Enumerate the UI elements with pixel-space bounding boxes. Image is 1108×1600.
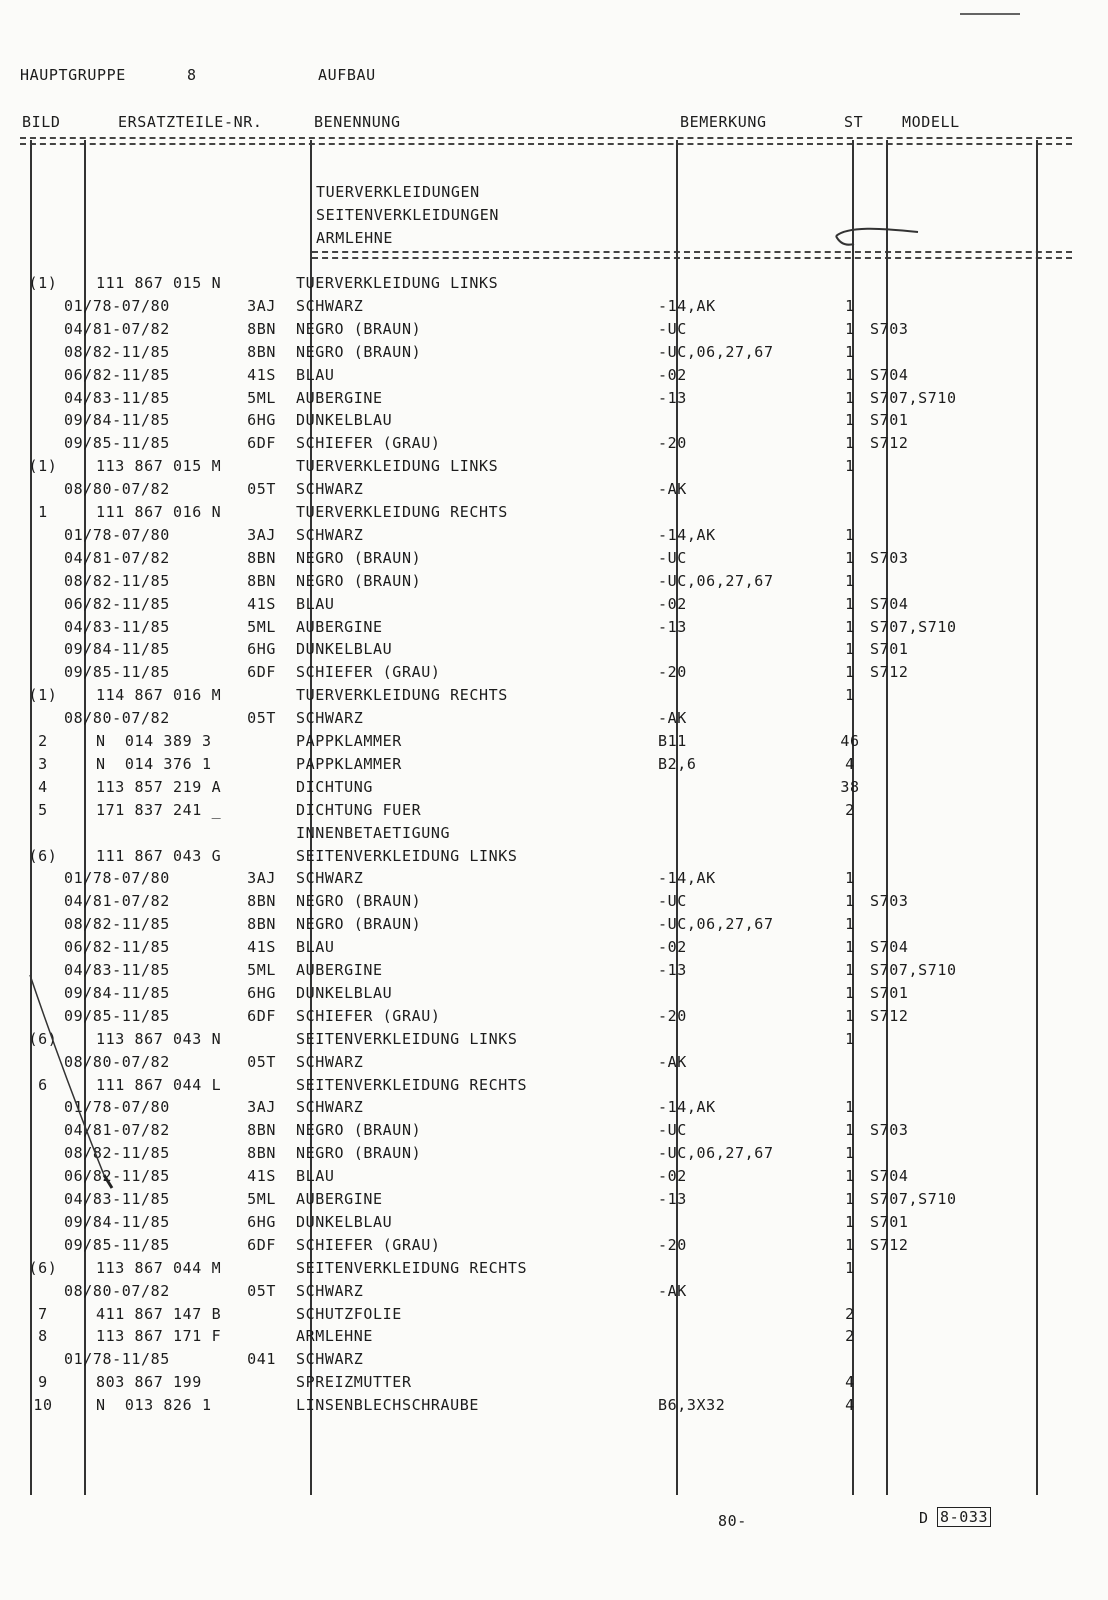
name-cell: INNENBETAETIGUNG: [296, 823, 451, 842]
date-range-cell: 04/83-11/85: [64, 1190, 170, 1208]
color-code-cell: 8BN: [247, 548, 276, 567]
model-cell: S704: [870, 365, 909, 384]
remark-cell: B2,6: [658, 754, 697, 773]
remark-cell: -14,AK: [658, 525, 716, 544]
name-cell: SCHIEFER (GRAU): [296, 1006, 441, 1025]
bild-cell: 9: [38, 1373, 48, 1392]
model-cell: S707,S710: [870, 388, 957, 407]
name-cell: DUNKELBLAU: [296, 983, 393, 1002]
date-range-cell: 09/85-11/85: [64, 663, 170, 682]
remark-cell: -20: [658, 1235, 687, 1254]
qty-cell: 2: [845, 800, 855, 819]
remark-cell: -AK: [658, 1281, 687, 1300]
name-cell: NEGRO (BRAUN): [296, 342, 422, 361]
name-cell: BLAU: [296, 594, 335, 613]
qty-cell: 1: [845, 1258, 855, 1277]
part-number-cell: N 014 376 1: [96, 754, 212, 773]
date-range-cell: 04/83-11/85: [64, 961, 170, 979]
qty-cell: 1: [845, 915, 855, 934]
name-cell: NEGRO (BRAUN): [296, 1121, 422, 1140]
remark-cell: -13: [658, 617, 687, 636]
date-range-cell: 08/82-11/85: [64, 571, 170, 590]
color-code-cell: 05T: [247, 1281, 276, 1300]
remark-cell: -13: [658, 961, 687, 979]
qty-cell: 1: [845, 938, 855, 957]
remark-cell: -20: [658, 434, 687, 453]
color-code-cell: 8BN: [247, 342, 276, 361]
section-title-2: SEITENVERKLEIDUNGEN: [316, 206, 499, 224]
remark-cell: -UC: [658, 548, 687, 567]
name-cell: PAPPKLAMMER: [296, 732, 402, 750]
model-cell: S701: [870, 1212, 909, 1231]
date-range-cell: 04/83-11/85: [64, 388, 170, 407]
name-cell: SCHWARZ: [296, 1350, 364, 1369]
bild-cell: 7: [38, 1304, 48, 1323]
remark-cell: -02: [658, 594, 687, 613]
qty-cell: 1: [845, 640, 855, 659]
date-range-cell: 01/78-07/80: [64, 1098, 170, 1117]
qty-cell: 1: [845, 892, 855, 911]
name-cell: DICHTUNG FUER: [296, 800, 422, 819]
remark-cell: -14,AK: [658, 869, 716, 888]
part-number-cell: 411 867 147 B: [96, 1304, 222, 1323]
date-range-cell: 06/82-11/85: [64, 365, 170, 384]
color-code-cell: 5ML: [247, 388, 276, 407]
qty-cell: 1: [845, 1190, 855, 1208]
qty-cell: 1: [845, 1144, 855, 1163]
qty-cell: 1: [845, 342, 855, 361]
date-range-cell: 09/84-11/85: [64, 411, 170, 430]
page-reference: 8-033: [937, 1507, 991, 1527]
group-number: 8: [187, 66, 197, 84]
color-code-cell: 8BN: [247, 915, 276, 934]
model-cell: S701: [870, 411, 909, 430]
remark-cell: -02: [658, 1167, 687, 1186]
part-number-cell: N 013 826 1: [96, 1396, 212, 1415]
name-cell: SCHWARZ: [296, 525, 364, 544]
color-code-cell: 6HG: [247, 640, 276, 659]
remark-cell: -UC: [658, 1121, 687, 1140]
date-range-cell: 06/82-11/85: [64, 1167, 170, 1186]
bild-cell: 10: [33, 1396, 53, 1415]
name-cell: NEGRO (BRAUN): [296, 319, 422, 338]
part-number-cell: 114 867 016 M: [96, 686, 222, 705]
qty-cell: 1: [845, 686, 855, 705]
color-code-cell: 41S: [247, 1167, 276, 1186]
name-cell: DICHTUNG: [296, 777, 374, 796]
qty-cell: 2: [845, 1327, 855, 1346]
part-number-cell: 113 867 171 F: [96, 1327, 222, 1346]
remark-cell: -02: [658, 365, 687, 384]
date-range-cell: 08/82-11/85: [64, 1144, 170, 1163]
name-cell: SCHIEFER (GRAU): [296, 1235, 441, 1254]
qty-cell: 1: [845, 961, 855, 979]
color-code-cell: 6DF: [247, 1235, 276, 1254]
bild-cell: 1: [38, 503, 48, 521]
date-range-cell: 01/78-07/80: [64, 296, 170, 315]
color-code-cell: 6DF: [247, 663, 276, 682]
qty-cell: 1: [845, 319, 855, 338]
model-cell: S704: [870, 594, 909, 613]
remark-cell: -UC,06,27,67: [658, 571, 774, 590]
qty-cell: 1: [845, 594, 855, 613]
date-range-cell: 09/84-11/85: [64, 640, 170, 659]
date-range-cell: 01/78-07/80: [64, 869, 170, 888]
color-code-cell: 3AJ: [247, 1098, 276, 1117]
color-code-cell: 5ML: [247, 961, 276, 979]
bild-cell: 3: [38, 754, 48, 773]
date-range-cell: 09/84-11/85: [64, 1212, 170, 1231]
date-range-cell: 08/80-07/82: [64, 1281, 170, 1300]
qty-cell: 1: [845, 1235, 855, 1254]
color-code-cell: 05T: [247, 480, 276, 499]
color-code-cell: 41S: [247, 365, 276, 384]
date-range-cell: 04/81-07/82: [64, 319, 170, 338]
remark-cell: -AK: [658, 709, 687, 728]
color-code-cell: 5ML: [247, 1190, 276, 1208]
model-cell: S707,S710: [870, 617, 957, 636]
part-number-cell: 113 867 015 M: [96, 457, 222, 476]
color-code-cell: 6HG: [247, 411, 276, 430]
remark-cell: -UC,06,27,67: [658, 1144, 774, 1163]
name-cell: SEITENVERKLEIDUNG RECHTS: [296, 1075, 528, 1094]
color-code-cell: 41S: [247, 938, 276, 957]
model-cell: S707,S710: [870, 1190, 957, 1208]
date-range-cell: 08/80-07/82: [64, 1052, 170, 1071]
qty-cell: 4: [845, 1373, 855, 1392]
name-cell: AUBERGINE: [296, 617, 383, 636]
date-range-cell: 09/85-11/85: [64, 1006, 170, 1025]
date-range-cell: 04/83-11/85: [64, 617, 170, 636]
name-cell: NEGRO (BRAUN): [296, 1144, 422, 1163]
name-cell: SCHWARZ: [296, 1281, 364, 1300]
date-range-cell: 08/82-11/85: [64, 342, 170, 361]
color-code-cell: 3AJ: [247, 869, 276, 888]
model-cell: S712: [870, 1006, 909, 1025]
part-number-cell: 171 837 241 _: [96, 800, 222, 819]
name-cell: SCHWARZ: [296, 709, 364, 728]
qty-cell: 4: [845, 1396, 855, 1415]
qty-cell: 1: [845, 388, 855, 407]
color-code-cell: 8BN: [247, 1144, 276, 1163]
group-label: HAUPTGRUPPE: [20, 66, 126, 84]
d-mark: D: [919, 1509, 929, 1527]
name-cell: TUERVERKLEIDUNG RECHTS: [296, 503, 508, 521]
bild-cell: 8: [38, 1327, 48, 1346]
qty-cell: 1: [845, 434, 855, 453]
bild-cell: 6: [38, 1075, 48, 1094]
bild-cell: (1): [28, 686, 58, 705]
group-title: AUFBAU: [318, 66, 376, 84]
color-code-cell: 8BN: [247, 892, 276, 911]
section-title-1: TUERVERKLEIDUNGEN: [316, 183, 480, 201]
remark-cell: -13: [658, 388, 687, 407]
model-cell: S703: [870, 548, 909, 567]
color-code-cell: 6DF: [247, 434, 276, 453]
date-range-cell: 08/80-07/82: [64, 480, 170, 499]
qty-cell: 1: [845, 525, 855, 544]
col-remark-header: BEMERKUNG: [680, 113, 767, 131]
bild-cell: (1): [28, 457, 58, 476]
qty-cell: 4: [845, 754, 855, 773]
qty-cell: 1: [845, 1029, 855, 1048]
part-number-cell: 111 867 044 L: [96, 1075, 222, 1094]
name-cell: DUNKELBLAU: [296, 640, 393, 659]
model-cell: S712: [870, 1235, 909, 1254]
color-code-cell: 05T: [247, 1052, 276, 1071]
name-cell: SCHIEFER (GRAU): [296, 663, 441, 682]
qty-cell: 1: [845, 571, 855, 590]
part-number-cell: 803 867 199: [96, 1373, 202, 1392]
name-cell: SPREIZMUTTER: [296, 1373, 412, 1392]
name-cell: PAPPKLAMMER: [296, 754, 402, 773]
remark-cell: -20: [658, 1006, 687, 1025]
bild-cell: (6): [28, 1029, 58, 1048]
qty-cell: 1: [845, 1098, 855, 1117]
qty-cell: 1: [845, 365, 855, 384]
name-cell: SCHWARZ: [296, 480, 364, 499]
name-cell: NEGRO (BRAUN): [296, 915, 422, 934]
name-cell: AUBERGINE: [296, 388, 383, 407]
name-cell: SEITENVERKLEIDUNG LINKS: [296, 846, 518, 865]
color-code-cell: 3AJ: [247, 525, 276, 544]
name-cell: TUERVERKLEIDUNG RECHTS: [296, 686, 508, 705]
bild-cell: 2: [38, 732, 48, 750]
date-range-cell: 08/80-07/82: [64, 709, 170, 728]
model-cell: S703: [870, 1121, 909, 1140]
name-cell: ARMLEHNE: [296, 1327, 374, 1346]
color-code-cell: 3AJ: [247, 296, 276, 315]
date-range-cell: 09/85-11/85: [64, 1235, 170, 1254]
col-qty-header: ST: [844, 113, 864, 131]
name-cell: BLAU: [296, 1167, 335, 1186]
color-code-cell: 041: [247, 1350, 276, 1369]
name-cell: TUERVERKLEIDUNG LINKS: [296, 274, 499, 292]
name-cell: BLAU: [296, 365, 335, 384]
part-number-cell: 113 867 044 M: [96, 1258, 222, 1277]
name-cell: TUERVERKLEIDUNG LINKS: [296, 457, 499, 476]
remark-cell: -UC: [658, 892, 687, 911]
bild-cell: (6): [28, 846, 58, 865]
date-range-cell: 06/82-11/85: [64, 938, 170, 957]
date-range-cell: 09/84-11/85: [64, 983, 170, 1002]
part-number-cell: 111 867 043 G: [96, 846, 222, 865]
color-code-cell: 8BN: [247, 571, 276, 590]
name-cell: SCHWARZ: [296, 1052, 364, 1071]
name-cell: SCHWARZ: [296, 296, 364, 315]
remark-cell: -AK: [658, 480, 687, 499]
color-code-cell: 6HG: [247, 1212, 276, 1231]
model-cell: S712: [870, 434, 909, 453]
model-cell: S707,S710: [870, 961, 957, 979]
name-cell: NEGRO (BRAUN): [296, 548, 422, 567]
remark-cell: B11: [658, 732, 687, 750]
name-cell: BLAU: [296, 938, 335, 957]
model-cell: S701: [870, 983, 909, 1002]
bild-cell: (6): [28, 1258, 58, 1277]
qty-cell: 1: [845, 663, 855, 682]
remark-cell: B6,3X32: [658, 1396, 726, 1415]
name-cell: SCHIEFER (GRAU): [296, 434, 441, 453]
model-cell: S712: [870, 663, 909, 682]
date-range-cell: 01/78-11/85: [64, 1350, 170, 1369]
col-name-header: BENENNUNG: [314, 113, 401, 131]
col-part-no-header: ERSATZTEILE-NR.: [118, 113, 263, 131]
name-cell: SCHWARZ: [296, 1098, 364, 1117]
model-cell: S704: [870, 938, 909, 957]
name-cell: LINSENBLECHSCHRAUBE: [296, 1396, 479, 1415]
qty-cell: 1: [845, 617, 855, 636]
name-cell: NEGRO (BRAUN): [296, 892, 422, 911]
qty-cell: 1: [845, 1006, 855, 1025]
qty-cell: 1: [845, 411, 855, 430]
remark-cell: -UC,06,27,67: [658, 915, 774, 934]
remark-cell: -AK: [658, 1052, 687, 1071]
name-cell: AUBERGINE: [296, 1190, 383, 1208]
color-code-cell: 6DF: [247, 1006, 276, 1025]
color-code-cell: 41S: [247, 594, 276, 613]
model-cell: S703: [870, 319, 909, 338]
date-range-cell: 06/82-11/85: [64, 594, 170, 613]
name-cell: AUBERGINE: [296, 961, 383, 979]
remark-cell: -UC: [658, 319, 687, 338]
remark-cell: -14,AK: [658, 1098, 716, 1117]
remark-cell: -20: [658, 663, 687, 682]
qty-cell: 1: [845, 296, 855, 315]
date-range-cell: 08/82-11/85: [64, 915, 170, 934]
model-cell: S703: [870, 892, 909, 911]
qty-cell: 1: [845, 457, 855, 476]
name-cell: DUNKELBLAU: [296, 411, 393, 430]
color-code-cell: 5ML: [247, 617, 276, 636]
color-code-cell: 6HG: [247, 983, 276, 1002]
remark-cell: -UC,06,27,67: [658, 342, 774, 361]
part-number-cell: N 014 389 3: [96, 732, 212, 750]
model-cell: S701: [870, 640, 909, 659]
qty-cell: 1: [845, 869, 855, 888]
qty-cell: 1: [845, 1167, 855, 1186]
section-title-3: ARMLEHNE: [316, 229, 394, 247]
color-code-cell: 8BN: [247, 1121, 276, 1140]
name-cell: SEITENVERKLEIDUNG RECHTS: [296, 1258, 528, 1277]
qty-cell: 1: [845, 1121, 855, 1140]
col-bild-header: BILD: [22, 113, 61, 131]
name-cell: SCHWARZ: [296, 869, 364, 888]
remark-cell: -13: [658, 1190, 687, 1208]
qty-cell: 1: [845, 983, 855, 1002]
part-number-cell: 111 867 015 N: [96, 274, 222, 292]
color-code-cell: 05T: [247, 709, 276, 728]
part-number-cell: 111 867 016 N: [96, 503, 222, 521]
name-cell: SEITENVERKLEIDUNG LINKS: [296, 1029, 518, 1048]
color-code-cell: 8BN: [247, 319, 276, 338]
part-number-cell: 113 867 043 N: [96, 1029, 222, 1048]
page-number: 80-: [718, 1512, 747, 1530]
date-range-cell: 04/81-07/82: [64, 892, 170, 911]
model-cell: S704: [870, 1167, 909, 1186]
bild-cell: 4: [38, 777, 48, 796]
qty-cell: 1: [845, 548, 855, 567]
bild-cell: (1): [28, 274, 58, 292]
remark-cell: -14,AK: [658, 296, 716, 315]
qty-cell: 1: [845, 1212, 855, 1231]
bild-cell: 5: [38, 800, 48, 819]
date-range-cell: 09/85-11/85: [64, 434, 170, 453]
name-cell: DUNKELBLAU: [296, 1212, 393, 1231]
date-range-cell: 01/78-07/80: [64, 525, 170, 544]
qty-cell: 46: [840, 732, 860, 750]
qty-cell: 2: [845, 1304, 855, 1323]
col-model-header: MODELL: [902, 113, 960, 131]
remark-cell: -02: [658, 938, 687, 957]
date-range-cell: 04/81-07/82: [64, 1121, 170, 1140]
part-number-cell: 113 857 219 A: [96, 777, 222, 796]
date-range-cell: 04/81-07/82: [64, 548, 170, 567]
name-cell: SCHUTZFOLIE: [296, 1304, 402, 1323]
name-cell: NEGRO (BRAUN): [296, 571, 422, 590]
qty-cell: 38: [840, 777, 860, 796]
